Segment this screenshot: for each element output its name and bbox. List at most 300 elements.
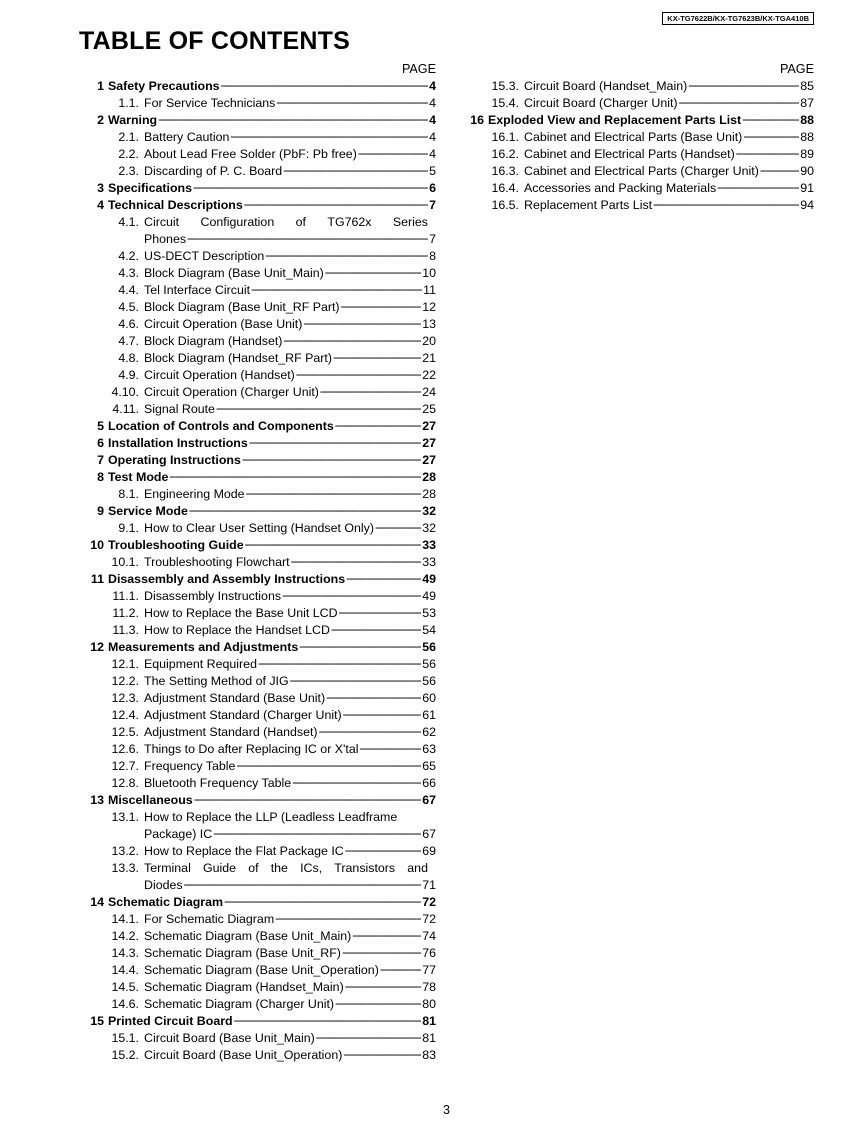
toc-subsection-entry[interactable] bbox=[462, 163, 814, 180]
toc-subsection-entry[interactable] bbox=[82, 758, 436, 775]
dot-leader bbox=[245, 536, 422, 553]
entry-word: TG762x bbox=[327, 215, 372, 229]
entry-page-number: 8 bbox=[429, 249, 436, 263]
entry-title-line-2-row bbox=[144, 877, 436, 894]
entry-title: Block Diagram (Base Unit_RF Part) bbox=[144, 300, 340, 314]
entry-line bbox=[144, 945, 436, 962]
entry-number: 16.5. bbox=[491, 198, 519, 212]
entry-page-number: 67 bbox=[422, 827, 436, 841]
entry-line bbox=[108, 639, 436, 656]
entry-page-number: 90 bbox=[800, 164, 814, 178]
entry-number: 1 bbox=[97, 79, 104, 93]
entry-title: Adjustment Standard (Handset) bbox=[144, 725, 318, 739]
entry-title: Things to Do after Replacing IC or X'tal bbox=[144, 742, 359, 756]
entry-title: Bluetooth Frequency Table bbox=[144, 776, 292, 790]
entry-page-number: 22 bbox=[422, 368, 436, 382]
entry-title: Specifications bbox=[108, 181, 193, 195]
entry-page-number: 83 bbox=[422, 1048, 436, 1062]
dot-leader bbox=[736, 145, 799, 162]
entry-page-number: 10 bbox=[422, 266, 436, 280]
toc-section-entry[interactable] bbox=[82, 418, 436, 435]
entry-title: Measurements and Adjustments bbox=[108, 640, 299, 654]
toc-subsection-entry[interactable] bbox=[82, 860, 436, 894]
entry-page-number: 71 bbox=[422, 878, 436, 892]
entry-line bbox=[144, 928, 436, 945]
toc-subsection-entry[interactable] bbox=[82, 299, 436, 316]
entry-number: 2.3. bbox=[118, 164, 139, 178]
entry-line bbox=[144, 1047, 436, 1064]
entry-page-number: 21 bbox=[422, 351, 436, 365]
entry-page-number: 89 bbox=[800, 147, 814, 161]
toc-section-entry[interactable] bbox=[82, 435, 436, 452]
toc-subsection-entry[interactable] bbox=[82, 911, 436, 928]
entry-title: Engineering Mode bbox=[144, 487, 245, 501]
entry-line bbox=[144, 911, 436, 928]
entry-line bbox=[144, 214, 436, 248]
toc-subsection-entry[interactable] bbox=[82, 979, 436, 996]
entry-page-number: 78 bbox=[422, 980, 436, 994]
dot-leader bbox=[276, 94, 428, 111]
entry-number: 12.2. bbox=[111, 674, 139, 688]
entry-title: Schematic Diagram (Base Unit_Operation) bbox=[144, 963, 379, 977]
dot-leader bbox=[743, 128, 799, 145]
toc-subsection-entry[interactable] bbox=[82, 520, 436, 537]
entry-page-number: 49 bbox=[422, 589, 436, 603]
entry-title: Circuit Board (Charger Unit) bbox=[524, 96, 678, 110]
entry-number: 4.11. bbox=[112, 402, 139, 416]
entry-word: Transistors bbox=[334, 861, 396, 875]
dot-leader bbox=[653, 196, 799, 213]
entry-title: Circuit Board (Base Unit_Main) bbox=[144, 1031, 315, 1045]
entry-title-line-1 bbox=[144, 860, 428, 877]
dot-leader bbox=[760, 162, 799, 179]
entry-title-line-2: Package) IC bbox=[144, 827, 213, 841]
entry-title: Block Diagram (Handset) bbox=[144, 334, 283, 348]
entry-title: Warning bbox=[108, 113, 158, 127]
toc-section-entry[interactable] bbox=[82, 639, 436, 656]
entry-number: 11 bbox=[90, 572, 104, 586]
entry-number: 4.2. bbox=[118, 249, 139, 263]
entry-page-number: 80 bbox=[422, 997, 436, 1011]
entry-page-number: 49 bbox=[422, 572, 436, 586]
entry-page-number: 88 bbox=[800, 113, 814, 127]
entry-line bbox=[144, 588, 436, 605]
toc-subsection-entry[interactable] bbox=[82, 129, 436, 146]
toc-subsection-entry[interactable] bbox=[82, 401, 436, 418]
entry-number: 9 bbox=[97, 504, 104, 518]
entry-number: 4.1. bbox=[118, 215, 139, 229]
toc-subsection-entry[interactable] bbox=[82, 996, 436, 1013]
entry-number: 12.7. bbox=[111, 759, 139, 773]
toc-section-entry[interactable] bbox=[462, 112, 814, 129]
dot-leader bbox=[331, 621, 421, 638]
entry-number: 12.6. bbox=[111, 742, 139, 756]
toc-subsection-entry[interactable] bbox=[82, 1030, 436, 1047]
toc-subsection-entry[interactable] bbox=[82, 707, 436, 724]
toc-subsection-entry[interactable] bbox=[82, 690, 436, 707]
entry-line bbox=[144, 282, 436, 299]
entry-page-number: 94 bbox=[800, 198, 814, 212]
toc-subsection-entry[interactable] bbox=[82, 95, 436, 112]
entry-title: Cabinet and Electrical Parts (Handset) bbox=[524, 147, 735, 161]
toc-section-entry[interactable] bbox=[82, 1013, 436, 1030]
dot-leader bbox=[189, 502, 421, 519]
entry-line bbox=[144, 860, 436, 894]
dot-leader bbox=[345, 842, 421, 859]
entry-line bbox=[108, 1013, 436, 1030]
entry-line bbox=[524, 163, 814, 180]
toc-subsection-entry[interactable] bbox=[82, 622, 436, 639]
entry-page-number: 32 bbox=[422, 504, 436, 518]
entry-number: 16.2. bbox=[491, 147, 519, 161]
dot-leader bbox=[216, 400, 421, 417]
entry-page-number: 7 bbox=[429, 198, 436, 212]
entry-line bbox=[108, 503, 436, 520]
entry-number: 16.1. bbox=[491, 130, 519, 144]
entry-title: Equipment Required bbox=[144, 657, 257, 671]
entry-title-line-2: Diodes bbox=[144, 878, 183, 892]
toc-subsection-entry[interactable] bbox=[82, 214, 436, 248]
entry-title: Block Diagram (Base Unit_Main) bbox=[144, 266, 324, 280]
entry-title-line-1: How to Replace the LLP (Leadless Leadframe bbox=[144, 810, 398, 824]
dot-leader bbox=[292, 774, 421, 791]
entry-line bbox=[108, 571, 436, 588]
dot-leader bbox=[359, 740, 421, 757]
toc-subsection-entry[interactable] bbox=[462, 197, 814, 214]
entry-page-number: 69 bbox=[422, 844, 436, 858]
toc-subsection-entry[interactable] bbox=[82, 333, 436, 350]
entry-line bbox=[524, 129, 814, 146]
entry-line bbox=[524, 78, 814, 95]
dot-leader bbox=[251, 281, 422, 298]
entry-line bbox=[144, 996, 436, 1013]
entry-page-number: 56 bbox=[422, 657, 436, 671]
toc-list-right bbox=[462, 78, 814, 214]
entry-page-number: 13 bbox=[422, 317, 436, 331]
entry-page-number: 11 bbox=[423, 283, 436, 297]
entry-word: Series bbox=[392, 215, 428, 229]
entry-title: Block Diagram (Handset_RF Part) bbox=[144, 351, 332, 365]
toc-section-entry[interactable] bbox=[82, 197, 436, 214]
entry-line bbox=[144, 741, 436, 758]
entry-word: Guide bbox=[202, 861, 237, 875]
entry-number: 5 bbox=[97, 419, 104, 433]
entry-page-number: 4 bbox=[429, 113, 436, 127]
entry-line bbox=[108, 435, 436, 452]
toc-subsection-entry[interactable] bbox=[82, 486, 436, 503]
toc-subsection-entry[interactable] bbox=[462, 146, 814, 163]
dot-leader bbox=[265, 247, 428, 264]
toc-section-entry[interactable] bbox=[82, 571, 436, 588]
entry-number: 14.6. bbox=[111, 997, 139, 1011]
entry-number: 11.3. bbox=[112, 623, 139, 637]
entry-page-number: 53 bbox=[422, 606, 436, 620]
entry-number: 4 bbox=[97, 198, 104, 212]
toc-section-entry[interactable] bbox=[82, 469, 436, 486]
entry-number: 12 bbox=[90, 640, 104, 654]
entry-page-number: 61 bbox=[422, 708, 436, 722]
entry-title: Accessories and Packing Materials bbox=[524, 181, 717, 195]
entry-page-number: 77 bbox=[422, 963, 436, 977]
toc-subsection-entry[interactable] bbox=[82, 163, 436, 180]
dot-leader bbox=[234, 1012, 422, 1029]
entry-title: Operating Instructions bbox=[108, 453, 241, 467]
toc-subsection-entry[interactable] bbox=[82, 384, 436, 401]
entry-line bbox=[144, 316, 436, 333]
entry-page-number: 27 bbox=[422, 419, 436, 433]
dot-leader bbox=[742, 111, 799, 128]
entry-page-number: 63 bbox=[422, 742, 436, 756]
entry-number: 16 bbox=[470, 113, 484, 127]
entry-line bbox=[108, 537, 436, 554]
toc-section-entry[interactable] bbox=[82, 792, 436, 809]
toc-subsection-entry[interactable] bbox=[82, 350, 436, 367]
entry-line bbox=[108, 894, 436, 911]
toc-subsection-entry[interactable] bbox=[82, 928, 436, 945]
toc-subsection-entry[interactable] bbox=[82, 588, 436, 605]
entry-title: Schematic Diagram (Handset_Main) bbox=[144, 980, 344, 994]
entry-number: 12.4. bbox=[111, 708, 139, 722]
entry-title: Battery Caution bbox=[144, 130, 230, 144]
entry-title: Circuit Operation (Charger Unit) bbox=[144, 385, 319, 399]
toc-section-entry[interactable] bbox=[82, 180, 436, 197]
entry-page-number: 67 bbox=[422, 793, 436, 807]
dot-leader bbox=[326, 689, 421, 706]
entry-title: Adjustment Standard (Base Unit) bbox=[144, 691, 326, 705]
toc-subsection-entry[interactable] bbox=[82, 724, 436, 741]
entry-number: 10 bbox=[90, 538, 104, 552]
entry-number: 4.3. bbox=[118, 266, 139, 280]
toc-subsection-entry[interactable] bbox=[82, 316, 436, 333]
entry-title: Frequency Table bbox=[144, 759, 236, 773]
entry-line bbox=[144, 809, 436, 843]
entry-title: Installation Instructions bbox=[108, 436, 248, 450]
dot-leader bbox=[319, 723, 422, 740]
entry-line bbox=[108, 792, 436, 809]
toc-section-entry[interactable] bbox=[82, 452, 436, 469]
entry-number: 16.3. bbox=[491, 164, 519, 178]
entry-title: Miscellaneous bbox=[108, 793, 193, 807]
entry-line bbox=[144, 486, 436, 503]
entry-line bbox=[144, 758, 436, 775]
entry-line bbox=[108, 112, 436, 129]
toc-subsection-entry[interactable] bbox=[82, 843, 436, 860]
entry-number: 2 bbox=[97, 113, 104, 127]
entry-title: Safety Precautions bbox=[108, 79, 220, 93]
entry-title-line-2: Phones bbox=[144, 232, 187, 246]
entry-line bbox=[524, 197, 814, 214]
toc-subsection-entry[interactable] bbox=[82, 962, 436, 979]
entry-line bbox=[144, 724, 436, 741]
toc-column-right bbox=[462, 61, 814, 214]
entry-title: The Setting Method of JIG bbox=[144, 674, 289, 688]
toc-subsection-entry[interactable] bbox=[82, 656, 436, 673]
toc-section-entry[interactable] bbox=[82, 537, 436, 554]
entry-line bbox=[144, 1030, 436, 1047]
entry-page-number: 56 bbox=[422, 640, 436, 654]
toc-subsection-entry[interactable] bbox=[462, 95, 814, 112]
entry-page-number: 24 bbox=[422, 385, 436, 399]
entry-number: 13.1. bbox=[111, 810, 139, 824]
dot-leader bbox=[325, 264, 421, 281]
toc-subsection-entry[interactable] bbox=[82, 605, 436, 622]
toc-subsection-entry[interactable] bbox=[82, 282, 436, 299]
entry-title: Test Mode bbox=[108, 470, 169, 484]
entry-number: 14.2. bbox=[111, 929, 139, 943]
dot-leader bbox=[343, 706, 422, 723]
entry-page-number: 4 bbox=[429, 147, 436, 161]
toc-subsection-entry[interactable] bbox=[82, 809, 436, 843]
toc-subsection-entry[interactable] bbox=[462, 78, 814, 95]
entry-page-number: 27 bbox=[422, 453, 436, 467]
entry-page-number: 5 bbox=[429, 164, 436, 178]
entry-line bbox=[144, 384, 436, 401]
entry-word: Circuit bbox=[144, 215, 180, 229]
entry-title: For Service Technicians bbox=[144, 96, 276, 110]
dot-leader bbox=[291, 553, 422, 570]
entry-page-number: 62 bbox=[422, 725, 436, 739]
entry-line bbox=[108, 452, 436, 469]
toc-section-entry[interactable] bbox=[82, 112, 436, 129]
entry-number: 14 bbox=[90, 895, 104, 909]
dot-leader bbox=[342, 944, 421, 961]
entry-line bbox=[144, 163, 436, 180]
dot-leader bbox=[358, 145, 428, 162]
toc-section-entry[interactable] bbox=[82, 894, 436, 911]
entry-title: Cabinet and Electrical Parts (Charger Unit) bbox=[524, 164, 759, 178]
entry-number: 4.8. bbox=[118, 351, 139, 365]
dot-leader bbox=[333, 349, 421, 366]
toc-subsection-entry[interactable] bbox=[82, 248, 436, 265]
entry-line bbox=[144, 129, 436, 146]
entry-line bbox=[144, 775, 436, 792]
entry-title: Disassembly and Assembly Instructions bbox=[108, 572, 346, 586]
entry-title: Troubleshooting Flowchart bbox=[144, 555, 290, 569]
dot-leader bbox=[345, 978, 422, 995]
entry-page-number: 74 bbox=[422, 929, 436, 943]
dot-leader bbox=[688, 77, 799, 94]
entry-line bbox=[144, 673, 436, 690]
toc-subsection-entry[interactable] bbox=[82, 367, 436, 384]
entry-title: Exploded View and Replacement Parts List bbox=[488, 113, 742, 127]
entry-number: 15.3. bbox=[491, 79, 519, 93]
dot-leader bbox=[184, 876, 422, 893]
entry-title: How to Clear User Setting (Handset Only) bbox=[144, 521, 375, 535]
toc-subsection-entry[interactable] bbox=[82, 673, 436, 690]
dot-leader bbox=[299, 638, 421, 655]
toc-subsection-entry[interactable] bbox=[82, 265, 436, 282]
toc-subsection-entry[interactable] bbox=[82, 741, 436, 758]
dot-leader bbox=[343, 1046, 421, 1063]
toc-subsection-entry[interactable] bbox=[82, 146, 436, 163]
entry-title: US-DECT Description bbox=[144, 249, 265, 263]
entry-number: 4.9. bbox=[118, 368, 139, 382]
dot-leader bbox=[213, 825, 421, 842]
toc-section-entry[interactable] bbox=[82, 503, 436, 520]
dot-leader bbox=[316, 1029, 421, 1046]
entry-number: 6 bbox=[97, 436, 104, 450]
entry-title: Troubleshooting Guide bbox=[108, 538, 244, 552]
entry-title: Schematic Diagram (Base Unit_RF) bbox=[144, 946, 341, 960]
dot-leader bbox=[246, 485, 422, 502]
entry-page-number: 81 bbox=[422, 1014, 436, 1028]
toc-subsection-entry[interactable] bbox=[462, 180, 814, 197]
entry-line bbox=[144, 656, 436, 673]
entry-title: Signal Route bbox=[144, 402, 215, 416]
toc-subsection-entry[interactable] bbox=[82, 775, 436, 792]
dot-leader bbox=[320, 383, 421, 400]
entry-line bbox=[144, 690, 436, 707]
entry-page-number: 72 bbox=[422, 895, 436, 909]
entry-number: 4.5. bbox=[118, 300, 139, 314]
entry-line bbox=[144, 962, 436, 979]
entry-title: Circuit Board (Base Unit_Operation) bbox=[144, 1048, 343, 1062]
entry-word: ICs, bbox=[300, 861, 323, 875]
dot-leader bbox=[290, 672, 422, 689]
entry-line bbox=[108, 197, 436, 214]
entry-page-number: 28 bbox=[422, 470, 436, 484]
toc-subsection-entry[interactable] bbox=[82, 945, 436, 962]
entry-number: 4.7. bbox=[118, 334, 139, 348]
page-column-header: PAGE bbox=[779, 62, 814, 76]
toc-subsection-entry[interactable] bbox=[462, 129, 814, 146]
dot-leader bbox=[194, 791, 422, 808]
dot-leader bbox=[193, 179, 428, 196]
entry-title: Tel Interface Circuit bbox=[144, 283, 251, 297]
entry-number: 1.1. bbox=[118, 96, 139, 110]
dot-leader bbox=[258, 655, 421, 672]
entry-word: and bbox=[407, 861, 428, 875]
entry-line bbox=[144, 520, 436, 537]
toc-subsection-entry[interactable] bbox=[82, 554, 436, 571]
dot-leader bbox=[283, 332, 421, 349]
entry-page-number: 4 bbox=[429, 96, 436, 110]
dot-leader bbox=[236, 757, 421, 774]
dot-leader bbox=[221, 77, 429, 94]
entry-word: Configuration bbox=[200, 215, 275, 229]
entry-line bbox=[524, 146, 814, 163]
entry-number: 4.4. bbox=[118, 283, 139, 297]
entry-number: 15.4. bbox=[491, 96, 519, 110]
entry-number: 3 bbox=[97, 181, 104, 195]
entry-line bbox=[144, 248, 436, 265]
entry-title: About Lead Free Solder (PbF: Pb free) bbox=[144, 147, 357, 161]
entry-word: Terminal bbox=[144, 861, 191, 875]
entry-title: Location of Controls and Components bbox=[108, 419, 334, 433]
toc-column-left bbox=[82, 61, 436, 1064]
entry-number: 12.5. bbox=[111, 725, 139, 739]
dot-leader bbox=[352, 927, 421, 944]
toc-section-entry[interactable] bbox=[82, 78, 436, 95]
entry-page-number: 20 bbox=[422, 334, 436, 348]
entry-title: For Schematic Diagram bbox=[144, 912, 275, 926]
dot-leader bbox=[169, 468, 421, 485]
entry-number: 13.2. bbox=[111, 844, 139, 858]
toc-subsection-entry[interactable] bbox=[82, 1047, 436, 1064]
dot-leader bbox=[283, 162, 428, 179]
entry-line bbox=[144, 401, 436, 418]
entry-number: 12.1. bbox=[111, 657, 139, 671]
entry-line bbox=[144, 367, 436, 384]
dot-leader bbox=[380, 961, 421, 978]
dot-leader bbox=[375, 519, 421, 536]
model-number-box: KX-TG7622B/KX-TG7623B/KX-TGA410B bbox=[662, 12, 814, 25]
entry-line bbox=[144, 95, 436, 112]
entry-page-number: 25 bbox=[422, 402, 436, 416]
entry-line bbox=[524, 180, 814, 197]
dot-leader bbox=[249, 434, 421, 451]
entry-title: Cabinet and Electrical Parts (Base Unit) bbox=[524, 130, 743, 144]
